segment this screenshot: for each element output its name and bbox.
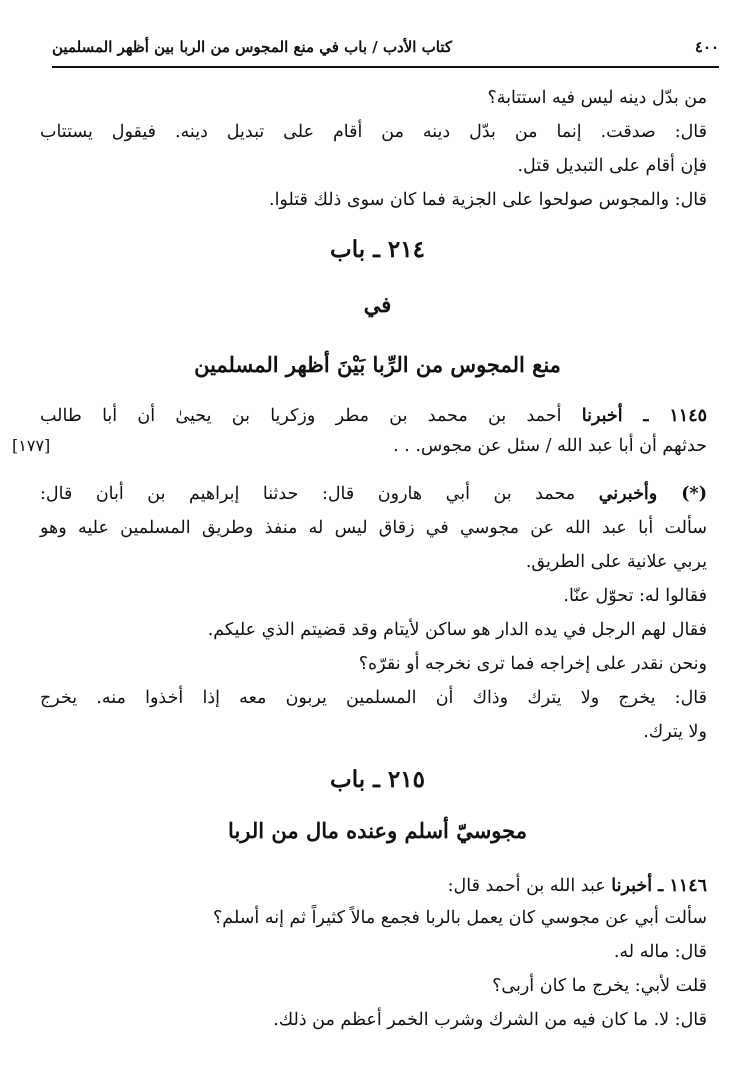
chapter-215-title: مجوسيّ أسلم وعنده مال من الربا	[228, 818, 527, 843]
hadith-star-line-1	[40, 480, 707, 508]
hadith-1146-line-1	[40, 872, 707, 900]
intro-line-3: فإن أقام على التبديل قتل.	[517, 156, 707, 176]
hadith-1145-line-2: حدثهم أن أبا عبد الله / سئل عن مجوس. . .	[393, 436, 707, 456]
hadith-star-lead: (*) وأخبرني	[598, 484, 707, 504]
hadith-1145-line-1	[40, 402, 707, 430]
page-number: ٤٠٠	[694, 38, 719, 56]
hadith-1146-line-4: قلت لأبي: يخرج ما كان أربى؟	[492, 976, 707, 996]
running-header	[52, 32, 719, 68]
hadith-star-line-7: قال: يخرج ولا يترك وذاك أن المسلمين يربون معه إذا أخذوا منه. يخرج	[40, 688, 707, 708]
hadith-star-text-1: محمد بن أبي هارون قال: حدثنا إبراهيم بن أبان قال:	[40, 484, 576, 504]
hadith-1146-line-2: سألت أبي عن مجوسي كان يعمل بالربا فجمع مالاً كثيراً ثم إنه أسلم؟	[213, 908, 707, 928]
margin-reference: [١٧٧]	[12, 436, 51, 455]
hadith-star-line-3: يربي علانية على الطريق.	[525, 552, 707, 572]
hadith-star-line-5: فقال لهم الرجل في يده الدار هو ساكن لأيتام وقد قضيتم الذي عليكم.	[207, 620, 707, 640]
hadith-1145-text-1: أحمد بن محمد بن مطر وزكريا بن يحيىٰ أن أبا طالب	[40, 406, 562, 426]
hadith-star-line-4: فقالوا له: تحوّل عنّا.	[563, 586, 707, 606]
hadith-star-line-8: ولا يترك.	[643, 722, 707, 742]
hadith-1145-lead: ١١٤٥ ـ أخبرنا	[581, 406, 707, 426]
intro-line-4: قال: والمجوس صولحوا على الجزية فما كان سوى ذلك قتلوا.	[269, 190, 707, 210]
hadith-1146-line-3: قال: ماله له.	[613, 942, 707, 962]
hadith-star-line-2: سألت أبا عبد الله عن مجوسي في زقاق ليس له منفذ وطريق المسلمين عليه وهو	[40, 518, 707, 538]
chapter-215-number: ٢١٥ ـ باب	[330, 766, 425, 793]
chapter-214-number: ٢١٤ ـ باب	[330, 236, 425, 263]
chapter-214-fi: في	[363, 292, 392, 317]
hadith-star-line-6: ونحن نقدر على إخراجه فما ترى نخرجه أو نقرّه؟	[358, 654, 707, 674]
hadith-1146-line-5: قال: لا. ما كان فيه من الشرك وشرب الخمر أعظم من ذلك.	[273, 1010, 707, 1030]
hadith-1146-lead: ١١٤٦ ـ أخبرنا	[611, 876, 707, 896]
intro-line-2: قال: صدقت. إنما من بدّل دينه من أقام على تبديل دينه. فيقول يستتاب	[40, 122, 707, 142]
chapter-214-title: منع المجوس من الرِّبا بَيْنَ أظهر المسلمين	[194, 352, 561, 377]
intro-line-1: من بدّل دينه ليس فيه استتابة؟	[487, 88, 707, 108]
hadith-1146-text-1: عبد الله بن أحمد قال:	[447, 876, 606, 896]
header-title: كتاب الأدب / باب في منع المجوس من الربا بين أظهر المسلمين	[52, 38, 453, 56]
